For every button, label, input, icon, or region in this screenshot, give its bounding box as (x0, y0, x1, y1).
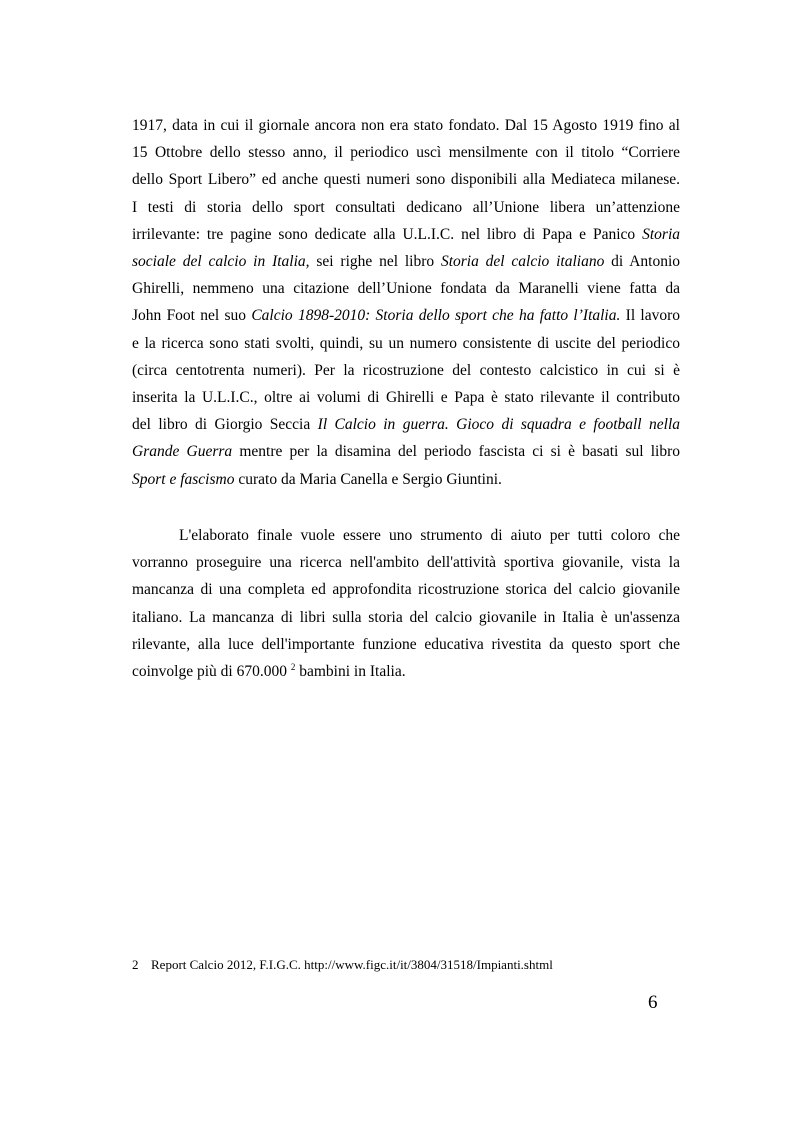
book-title-storia-calcio-italiano: Storia del calcio italiano (440, 253, 605, 271)
paragraph-2-line-1 (132, 522, 680, 549)
footnote (132, 956, 553, 974)
paragraph-2-line-1-text: L'elaborato finale vuole essere uno strumento di aiuto per tutti coloro che (179, 527, 680, 544)
paragraph-1-line-14 (132, 466, 680, 493)
paragraph-1 (132, 112, 680, 493)
paragraph-1-line-14-text: curato da Maria Canella e Sergio Giuntini. (238, 470, 502, 488)
paragraph-2-line-4: italiano. La mancanza di libri sulla storia del calcio giovanile in Italia è un'assenza (132, 608, 680, 626)
paragraph-1-line-8-text-b: Il lavoro (625, 307, 681, 325)
paragraph-1-line-6-text-b: di Antonio (611, 253, 681, 271)
book-title-storia: Storia (642, 225, 681, 243)
paragraph-1-line-12-text: del libro di Giorgio Seccia (132, 416, 311, 434)
paragraph-1-line-6 (132, 248, 680, 275)
footnote-reference[interactable]: 2 (290, 662, 296, 673)
paragraph-1-line-5 (132, 221, 680, 248)
book-title-storia-sociale: sociale del calcio in Italia, (132, 253, 310, 271)
book-title-calcio-1898-2010: Calcio 1898-2010: Storia dello sport che ha fatto l’Italia. (251, 307, 621, 325)
paragraph-2-line-2: vorranno proseguire una ricerca nell'ambito dell'attività sportiva giovanile, vista la (132, 554, 680, 572)
paragraph-1-line-7: Ghirelli, nemmeno una citazione dell’Unione fondata da Maranelli viene fatta da (132, 280, 680, 298)
paragraph-1-line-8 (132, 302, 680, 329)
paragraph-1-line-9: e la ricerca sono stati svolti, quindi, su un numero consistente di uscite del periodico (132, 334, 680, 352)
paragraph-1-line-2: 15 Ottobre dello stesso anno, il periodico uscì mensilmente con il titolo “Corriere (132, 144, 680, 162)
book-title-sport-e-fascismo: Sport e fascismo (132, 470, 235, 488)
paragraph-1-line-13-text: mentre per la disamina del periodo fascista ci si è basati sul libro (239, 443, 681, 461)
paragraph-2-line-6-text-a: coinvolge più di 670.000 (132, 663, 287, 681)
paragraph-1-line-10: (circa centotrenta numeri). Per la ricostruzione del contesto calcistico in cui si è (132, 361, 680, 379)
paragraph-1-line-5-text: irrilevante: tre pagine sono dedicate alla U.L.I.C. nel libro di Papa e Panico (132, 225, 636, 243)
paragraph-2-line-5: rilevante, alla luce dell'importante funzione educativa rivestita da questo sport che (132, 635, 680, 653)
paragraph-1-line-12 (132, 411, 680, 438)
paragraph-1-line-6-text-a: sei righe nel libro (316, 253, 435, 271)
page-number: 6 (648, 992, 658, 1013)
paragraph-2-line-3: mancanza di una completa ed approfondita ricostruzione storica del calcio giovanile (132, 581, 680, 599)
book-title-calcio-in-guerra: Il Calcio in guerra. Gioco di squadra e football nella (317, 416, 681, 434)
paragraph-1-line-1: 1917, data in cui il giornale ancora non era stato fondato. Dal 15 Agosto 1919 fino al (132, 117, 680, 134)
footnote-text: Report Calcio 2012, F.I.G.C. http://www.figc.it/it/3804/31518/Impianti.shtml (151, 957, 553, 972)
paragraph-2-line-6 (132, 658, 680, 685)
book-title-grande-guerra: Grande Guerra (132, 443, 233, 461)
paragraph-1-line-3: dello Sport Libero” ed anche questi numeri sono disponibili alla Mediateca milanese. (132, 171, 680, 189)
footnote-number: 2 (132, 957, 139, 972)
paragraph-1-line-8-text-a: John Foot nel suo (132, 307, 247, 325)
paragraph-1-line-4: I testi di storia dello sport consultati dedicano all’Unione libera un’attenzione (132, 198, 680, 216)
paragraph-1-line-11: inserita la U.L.I.C., oltre ai volumi di Ghirelli e Papa è stato rilevante il contributo (132, 389, 680, 407)
paragraph-1-line-13 (132, 438, 680, 465)
paragraph-2 (132, 522, 680, 685)
paragraph-2-line-6-text-b: bambini in Italia. (299, 663, 406, 681)
